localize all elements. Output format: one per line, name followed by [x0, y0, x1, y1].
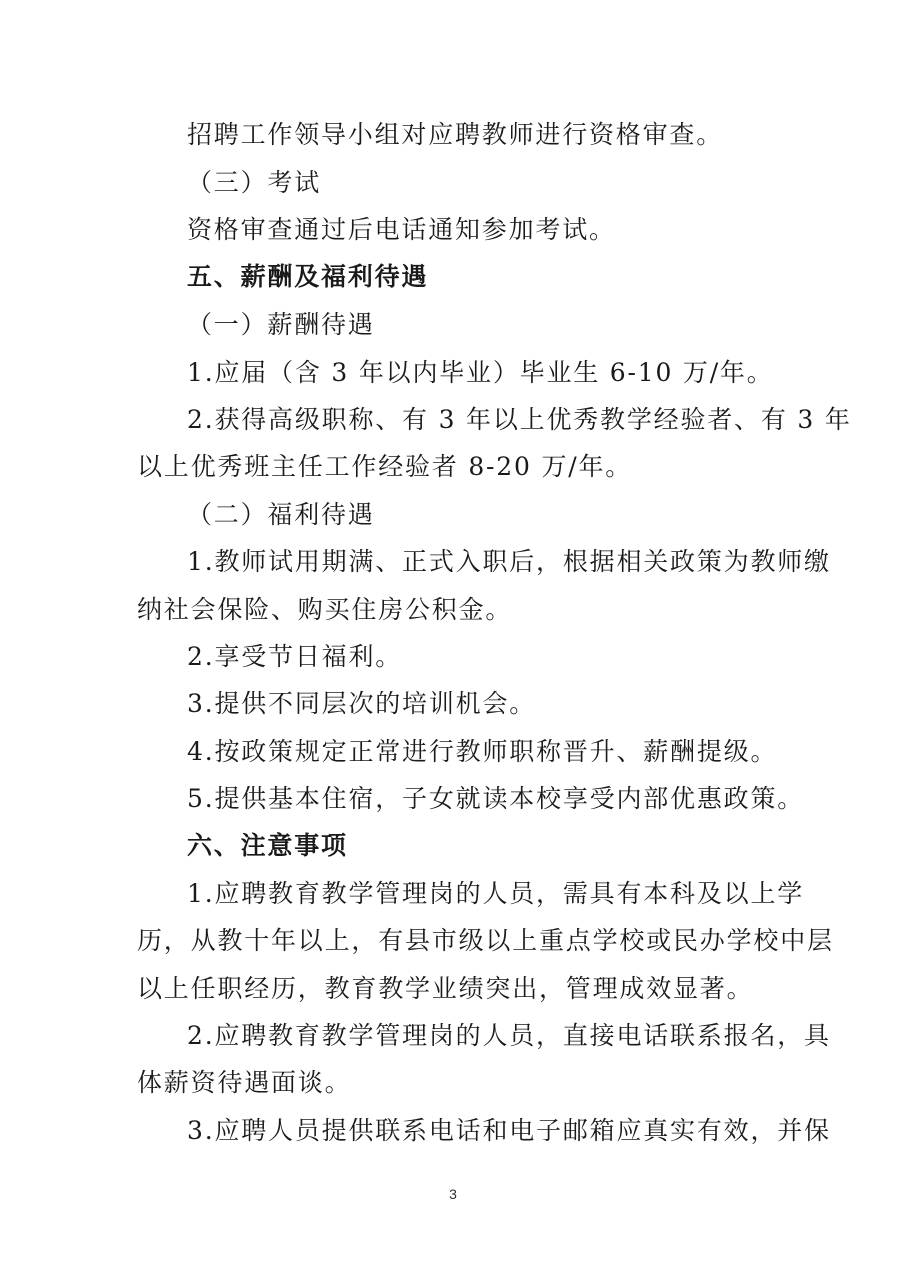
list-item: 1.应聘教育教学管理岗的人员，需具有本科及以上学: [187, 879, 805, 908]
list-item: 2.享受节日福利。: [187, 642, 403, 671]
list-item: 3.应聘人员提供联系电话和电子邮箱应真实有效，并保: [187, 1116, 831, 1145]
paragraph-line: 招聘工作领导小组对应聘教师进行资格审查。: [187, 120, 724, 149]
page-number: 3: [449, 1186, 457, 1202]
paragraph-line: 资格审查通过后电话通知参加考试。: [187, 215, 616, 244]
subsection-heading-exam: （三）考试: [187, 168, 322, 197]
list-item: 1.教师试用期满、正式入职后，根据相关政策为教师缴: [187, 547, 831, 576]
list-item: 1.应届（含 3 年以内毕业）毕业生 6-10 万/年。: [187, 358, 774, 387]
list-item-continuation: 纳社会保险、购买住房公积金。: [137, 595, 513, 624]
list-item-continuation: 以上任职经历，教育教学业绩突出，管理成效显著。: [137, 974, 754, 1003]
list-item: 2.应聘教育教学管理岗的人员，直接电话联系报名，具: [187, 1021, 831, 1050]
list-item: 3.提供不同层次的培训机会。: [187, 689, 537, 718]
subsection-heading-benefits: （二）福利待遇: [187, 500, 375, 529]
subsection-heading-salary: （一）薪酬待遇: [187, 310, 375, 339]
section-heading-notes: 六、注意事项: [187, 831, 348, 860]
list-item-continuation: 体薪资待遇面谈。: [137, 1068, 352, 1097]
list-item: 5.提供基本住宿，子女就读本校享受内部优惠政策。: [187, 784, 805, 813]
section-heading-salary-benefits: 五、薪酬及福利待遇: [187, 262, 429, 291]
list-item: 4.按政策规定正常进行教师职称晋升、薪酬提级。: [187, 737, 778, 766]
list-item: 2.获得高级职称、有 3 年以上优秀教学经验者、有 3 年: [187, 405, 852, 434]
list-item-continuation: 历，从教十年以上，有县市级以上重点学校或民办学校中层: [137, 926, 834, 955]
list-item-continuation: 以上优秀班主任工作经验者 8-20 万/年。: [137, 452, 633, 481]
